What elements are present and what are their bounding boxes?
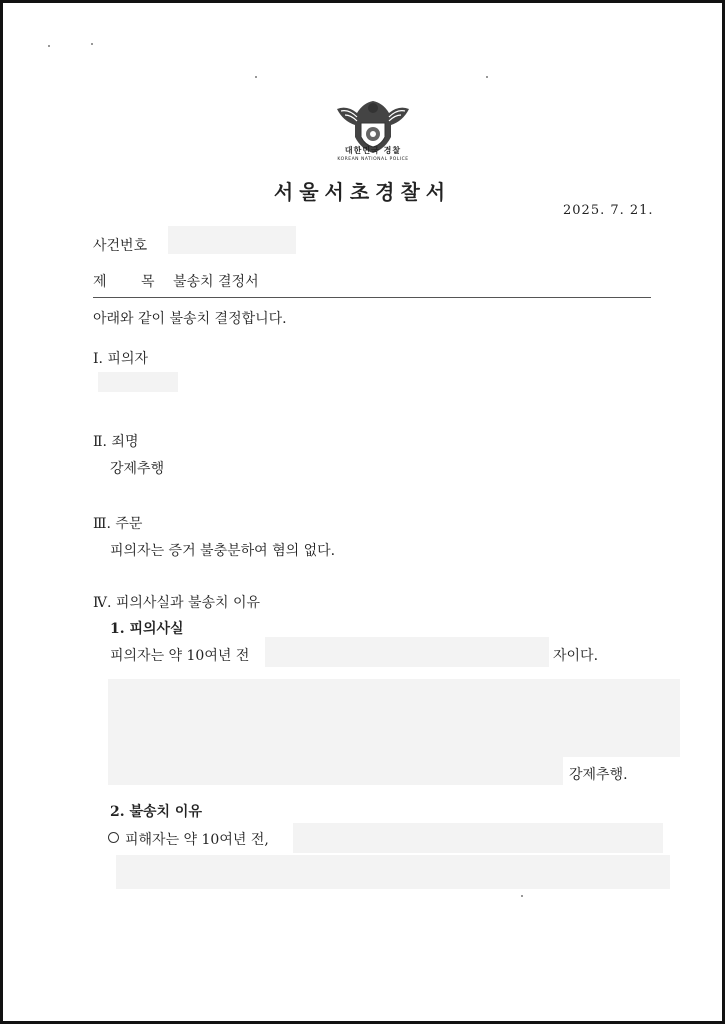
- scan-speck: [521, 895, 523, 897]
- order-value: 피의자는 증거 불충분하여 혐의 없다.: [110, 543, 336, 559]
- scan-speck: [486, 76, 488, 78]
- facts-subheading: 1. 피의사실: [110, 621, 184, 637]
- facts-block-redacted-tail: [108, 757, 563, 785]
- charge-value: 강제추행: [110, 461, 165, 477]
- suspect-name-redacted: [98, 372, 178, 392]
- emblem-caption: [325, 145, 421, 162]
- title-divider: [93, 297, 651, 298]
- scan-speck: [48, 45, 50, 47]
- emblem-text-english: KOREAN NATIONAL POLICE: [337, 157, 409, 162]
- reason-line-redacted: [293, 823, 663, 853]
- police-station-title: 서울서초경찰서: [273, 180, 452, 204]
- facts-block-redacted: [108, 679, 680, 757]
- title-label-char-2: 목: [141, 274, 155, 290]
- charge-heading: Ⅱ. 죄명: [93, 434, 139, 450]
- order-heading: Ⅲ. 주문: [93, 516, 143, 532]
- emblem-text-korean: 대한민국 경찰: [344, 146, 402, 155]
- facts-line-start: 피의자는 약 10여년 전: [110, 648, 250, 664]
- title-label-char-1: 제: [93, 274, 107, 290]
- facts-heading: Ⅳ. 피의사실과 불송치 이유: [93, 595, 261, 611]
- intro-text: 아래와 같이 불송치 결정합니다.: [93, 311, 287, 327]
- document-date: 2025. 7. 21.: [563, 203, 654, 218]
- case-number-label: 사건번호: [93, 238, 148, 254]
- suspect-heading: Ⅰ. 피의자: [93, 351, 149, 367]
- reason-line: [108, 829, 269, 849]
- reason-subheading: 2. 불송치 이유: [110, 804, 202, 820]
- reason-line-text: 피해자는 약 10여년 전,: [125, 832, 269, 848]
- case-number-redacted: [168, 226, 296, 254]
- facts-line-end: 자이다.: [553, 648, 599, 664]
- facts-block-end: 강제추행.: [569, 767, 628, 783]
- scan-speck: [255, 76, 257, 78]
- scan-speck: [91, 43, 93, 45]
- document-title-value: 불송치 결정서: [173, 274, 259, 290]
- bullet-circle-icon: [108, 832, 119, 843]
- reason-block-redacted: [116, 855, 670, 889]
- facts-line-redacted: [265, 637, 549, 667]
